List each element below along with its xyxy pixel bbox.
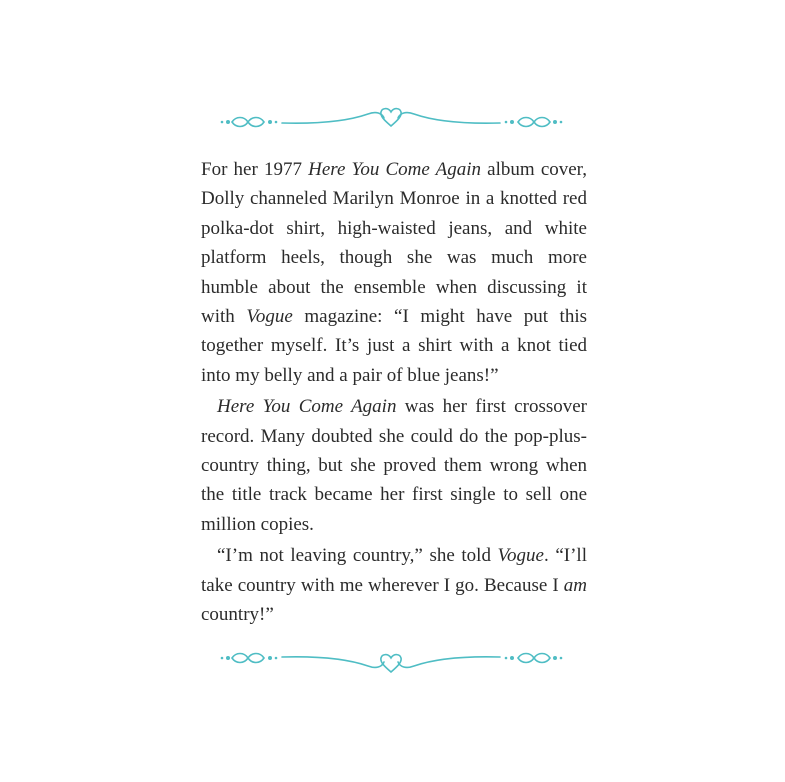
- paragraph-3-text: “I’m not leaving country,” she told: [217, 545, 498, 567]
- top-ornament-divider: [218, 104, 564, 130]
- paragraph-3-text: . “I’ll take country with me wherever I go. Because I: [201, 545, 587, 596]
- paragraph-2-text: was her first crossover record. Many doubted she could do the pop-plus-country thing, but she proved them wrong when the title track became her first single to sell one million copies.: [201, 396, 587, 535]
- flourish-heart-icon: [218, 650, 564, 676]
- paragraph-3-text: country!”: [201, 604, 274, 626]
- paragraph-2: [201, 392, 587, 539]
- paragraph-3: [201, 541, 587, 629]
- magazine-title: Vogue: [246, 306, 293, 328]
- album-title: Here You Come Again: [217, 396, 397, 418]
- album-title: Here You Come Again: [308, 159, 482, 180]
- magazine-title: Vogue: [497, 545, 544, 567]
- emphasis-text: am: [563, 574, 587, 596]
- body-text: [201, 155, 587, 630]
- bottom-ornament-divider: [218, 650, 564, 676]
- paragraph-1-text: For her 1977: [201, 159, 309, 180]
- paragraph-1-text: album cover, Dolly channeled Marilyn Monroe in a knotted red polka-dot shirt, high-waisted jeans, and white platform heels, though she was much more humble about the ensemble when discussing it with: [201, 159, 588, 328]
- paragraph-1-text: magazine: “I might have put this together myself. It’s just a shirt with a knot tied into my belly and a pair of blue jeans!”: [201, 306, 588, 386]
- flourish-heart-icon: [218, 104, 564, 130]
- paragraph-1: [201, 155, 587, 390]
